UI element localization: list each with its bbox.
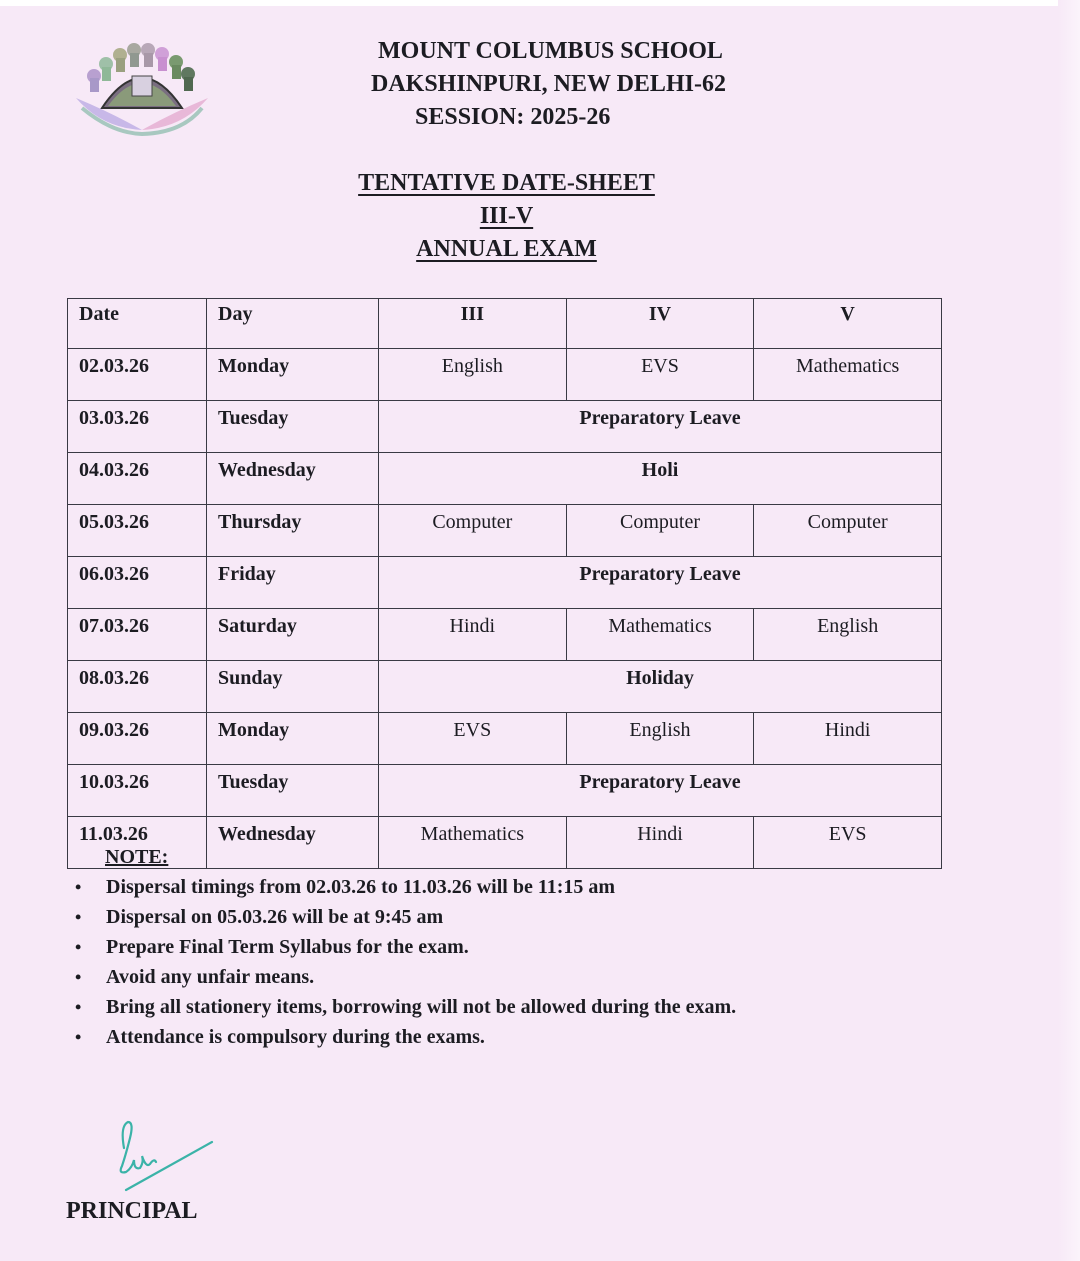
row-day: Wednesday [207,453,379,505]
table-row [68,349,942,401]
bullet-icon: • [75,1027,82,1047]
subject-class-iii: Computer [379,505,567,557]
table-row [68,817,942,869]
table-row [68,713,942,765]
row-date: 05.03.26 [68,505,207,557]
table-header-row [68,299,942,349]
header-class-iii: III [379,299,567,349]
note-text: Prepare Final Term Syllabus for the exam. [106,936,469,958]
subject-class-v: Mathematics [754,349,942,401]
row-day: Thursday [207,505,379,557]
header-class-v: V [754,299,942,349]
subject-class-v: Computer [754,505,942,557]
subject-class-iv: Hindi [566,817,754,869]
row-day: Sunday [207,661,379,713]
row-date: 11.03.26 [68,817,207,869]
school-name: MOUNT COLUMBUS SCHOOL [378,38,723,64]
note-text: Dispersal timings from 02.03.26 to 11.03.26 will be 11:15 am [106,876,616,898]
document-title: TENTATIVE DATE-SHEET [358,170,655,196]
header-date: Date [68,299,207,349]
subject-class-iv: Computer [566,505,754,557]
table-row [68,453,942,505]
row-date: 06.03.26 [68,557,207,609]
row-day: Wednesday [207,817,379,869]
row-date: 07.03.26 [68,609,207,661]
note-item [75,873,736,903]
note-item [75,933,736,963]
subject-class-iv: English [566,713,754,765]
school-session: SESSION: 2025-26 [415,104,611,130]
note-item [75,903,736,933]
merged-status: Holi [379,453,942,505]
row-date: 08.03.26 [68,661,207,713]
row-day: Friday [207,557,379,609]
note-item [75,1023,736,1053]
bullet-icon: • [75,937,82,957]
table-row [68,505,942,557]
note-text: Attendance is compulsory during the exams. [106,1026,485,1048]
table-row [68,401,942,453]
school-address: DAKSHINPURI, NEW DELHI-62 [371,71,726,97]
signature-stroke [121,1122,156,1172]
table-row [68,557,942,609]
row-day: Saturday [207,609,379,661]
subject-class-v: English [754,609,942,661]
row-day: Monday [207,713,379,765]
note-text: Bring all stationery items, borrowing will not be allowed during the exam. [106,996,737,1018]
merged-status: Preparatory Leave [379,557,942,609]
notes-list [75,873,736,1053]
subject-class-iii: Hindi [379,609,567,661]
notes-heading: NOTE: [105,846,169,868]
bullet-icon: • [75,907,82,927]
row-day: Tuesday [207,765,379,817]
subject-class-iv: Mathematics [566,609,754,661]
table-row [68,609,942,661]
row-day: Monday [207,349,379,401]
top-margin-strip [0,0,1080,6]
subject-class-v: EVS [754,817,942,869]
subject-class-iv: EVS [566,349,754,401]
document-classes: III-V [479,203,534,229]
page-edge [1058,0,1080,1261]
document-exam: ANNUAL EXAM [416,236,597,262]
bullet-icon: • [75,967,82,987]
principal-label: PRINCIPAL [66,1198,198,1224]
subject-class-iii: English [379,349,567,401]
merged-status: Preparatory Leave [379,765,942,817]
principal-signature [112,1118,222,1198]
school-logo [72,38,212,136]
bullet-icon: • [75,877,82,897]
note-text: Avoid any unfair means. [106,966,315,988]
subject-class-iii: EVS [379,713,567,765]
bullet-icon: • [75,997,82,1017]
header-day: Day [207,299,379,349]
row-date: 04.03.26 [68,453,207,505]
note-item [75,963,736,993]
row-date: 10.03.26 [68,765,207,817]
subject-class-iii: Mathematics [379,817,567,869]
note-item [75,993,736,1023]
merged-status: Holiday [379,661,942,713]
table-row [68,765,942,817]
table-row [68,661,942,713]
row-date: 02.03.26 [68,349,207,401]
signature-underline [126,1142,212,1190]
merged-status: Preparatory Leave [379,401,942,453]
row-date: 09.03.26 [68,713,207,765]
header-class-iv: IV [566,299,754,349]
date-sheet-table [67,298,942,869]
note-text: Dispersal on 05.03.26 will be at 9:45 am [106,906,444,928]
row-date: 03.03.26 [68,401,207,453]
row-day: Tuesday [207,401,379,453]
subject-class-v: Hindi [754,713,942,765]
